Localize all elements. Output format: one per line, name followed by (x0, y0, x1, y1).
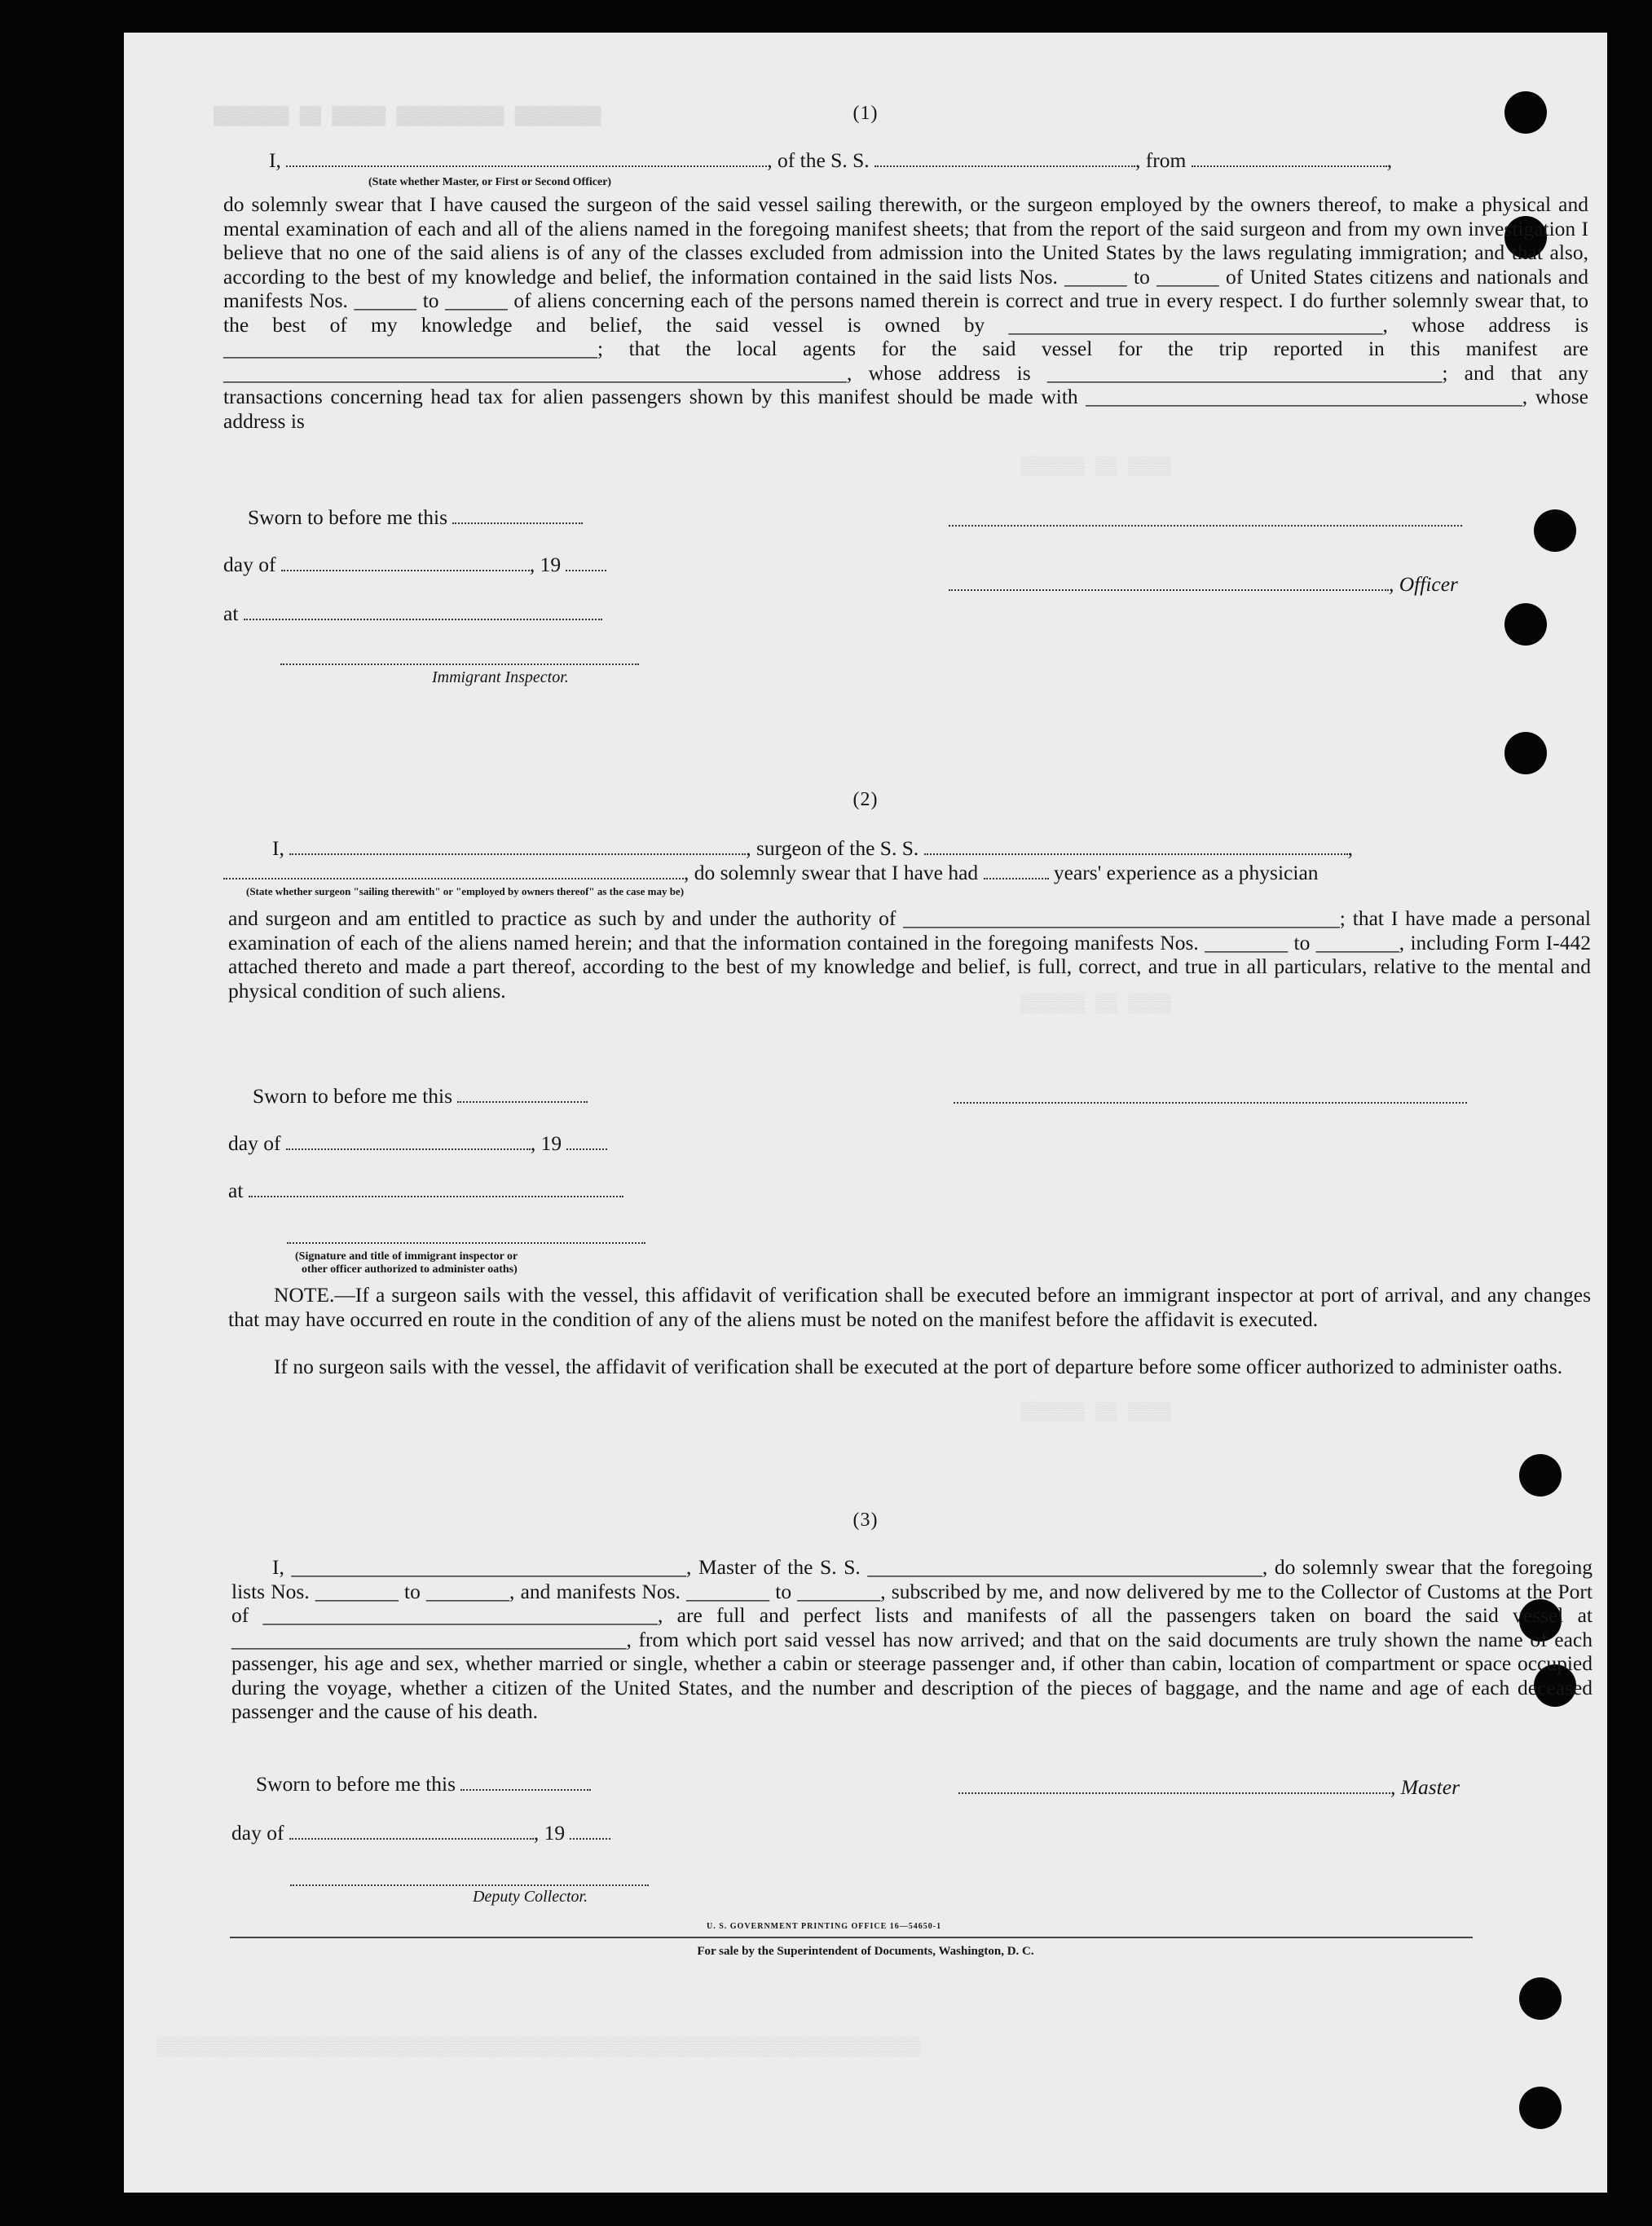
section-3-heading: (3) (852, 1510, 879, 1531)
section-1-first-line (269, 148, 1392, 173)
manifest-affidavit-page (124, 33, 1607, 2193)
signature-caption-line-2: other officer authorized to administer oaths) (302, 1263, 518, 1276)
i-label: I, (272, 836, 284, 860)
section-2-second-line (223, 861, 1319, 885)
year-label: , 19 (529, 553, 562, 576)
sworn-label: Sworn to before me this (248, 505, 448, 529)
sworn-date-field[interactable] (457, 1087, 588, 1103)
inspector-signature-line[interactable] (280, 662, 639, 665)
officer-signature-field[interactable] (949, 575, 1389, 591)
comma: , (1347, 836, 1354, 860)
vessel-name-field[interactable] (874, 151, 1135, 167)
year-label: , 19 (530, 1131, 562, 1155)
bleed-through-texture: ▒▒▒▒▒▒ ▒▒ ▒▒▒▒ (1020, 456, 1171, 477)
punch-hole (1519, 2087, 1562, 2129)
master-signature-field[interactable] (958, 1778, 1390, 1794)
sworn-line-2 (253, 1084, 588, 1109)
at-label: at (223, 602, 239, 625)
at-place-field[interactable] (244, 604, 602, 620)
punch-hole (1519, 1454, 1562, 1496)
section-2-oath-text: and surgeon and am entitled to practice as such by and under the authority of __________________________________________; that I have made a personal examination of each of the aliens named herein; and that the information contained in the foregoing manifests Nos. ________ to ________, including Form I-442 attached thereto and made a part thereof, according to the best of my knowledge and belief, is full, correct, and true in all particulars, relative to the mental and physical condition of such aliens. (228, 906, 1591, 1003)
bleed-through-texture: ▒▒▒▒▒▒▒▒▒▒▒▒▒▒▒▒▒▒▒▒▒▒▒▒▒▒▒▒▒▒▒▒▒▒▒▒▒▒▒▒▒▒▒▒▒▒▒▒▒▒▒▒▒▒▒▒▒▒▒▒▒▒▒▒▒▒▒▒▒▒▒ (156, 2038, 921, 2058)
sworn-label: Sworn to before me this (256, 1772, 456, 1796)
ss-label: , of the S. S. (767, 148, 870, 172)
officer-rank-caption: (State whether Master, or First or Second Officer) (368, 176, 612, 188)
day-of-label: day of (228, 1131, 281, 1155)
deputy-collector-caption: Deputy Collector. (473, 1888, 588, 1906)
swear-label: , do solemnly swear that I have had (684, 861, 979, 884)
section-3-oath-text: I, ______________________________________, Master of the S. S. ______________________________________, do solemnly swear that the foregoing lists Nos. ________ to ________, and manifests Nos. ________ to ________, subscribed by me, and now delivered by me to the Collector of Customs at the Port of ______________________________________, are full and perfect lists and manifests of all the passengers taken on board the said vessel at ______________________________________, from which port said vessel has now arrived; and that on the said documents are truly shown the name of each passenger, his age and sex, whether married or single, whether a cabin or steerage passenger and, if other than cabin, location of compartment or space occupied during the voyage, whether a citizen of the United States, and the number and description of the pieces of baggage, and the name and age of each deceased passenger and the cause of his death. (231, 1555, 1593, 1723)
officer-rank-field[interactable] (286, 151, 767, 167)
year-field[interactable] (566, 555, 606, 571)
officer-signature-line-1[interactable] (949, 523, 1462, 527)
year-label: , 19 (533, 1821, 566, 1845)
signature-caption-line-1: (Signature and title of immigrant inspector or (295, 1250, 518, 1263)
punch-hole (1534, 509, 1576, 552)
surgeon-status-caption: (State whether surgeon "sailing therewith" or "employed by owners thereof" as the case may be) (246, 885, 685, 897)
deputy-signature-line[interactable] (290, 1883, 649, 1886)
i-label: I, (269, 148, 281, 172)
day-of-label: day of (223, 553, 276, 576)
years-experience-label: years' experience as a physician (1053, 861, 1319, 884)
at-line-2 (228, 1179, 623, 1203)
no-surgeon-note: If no surgeon sails with the vessel, the affidavit of verification shall be executed at the port of departure before some officer authorized to administer oaths. (274, 1355, 1563, 1378)
bleed-through-texture: ▒▒▒▒▒▒ ▒▒ ▒▒▒▒ (1020, 1402, 1171, 1422)
from-port-field[interactable] (1192, 151, 1387, 167)
officer-label: , Officer (1389, 572, 1458, 596)
sworn-date-field[interactable] (460, 1774, 591, 1791)
section-2-first-line (272, 836, 1353, 861)
from-label: , from (1135, 148, 1187, 172)
day-field[interactable] (286, 1134, 531, 1150)
section-1-oath-text: do solemnly swear that I have caused the surgeon of the said vessel sailing therewith, or the surgeon employed by the owners thereof, to make a physical and mental examination of each and all of the aliens named in the foregoing manifest sheets; that from the report of the said surgeon and from my own investigation I believe that no one of the said aliens is of any of the classes excluded from admission into the United States by the laws regulating immigration; and that also, according to the best of my knowledge and belief, the information contained in the said lists Nos. ______ to ______ of United States citizens and nationals and manifests Nos. ______ to ______ of aliens concerning each of the persons named therein is correct and true in every respect. I do further solemnly swear that, to the best of my knowledge and belief, the said vessel is owned by ____________________________________, whose address is ____________________________________; that the local agents for the said vessel for the trip reported in this manifest are ____________________________________________________________, whose address is ______________________________________; and that any transactions concerning head tax for alien passengers shown by this manifest should be made with __________________________________________, whose address is (223, 192, 1588, 433)
sworn-label: Sworn to before me this (253, 1084, 453, 1108)
sworn-line-3 (256, 1772, 591, 1796)
surgeon-status-field[interactable] (223, 863, 684, 879)
punch-hole (1504, 732, 1547, 774)
officer-line (949, 572, 1458, 597)
footer-rule (230, 1937, 1473, 1938)
day-line-1 (223, 553, 606, 577)
years-experience-field[interactable] (984, 863, 1049, 879)
day-field[interactable] (289, 1823, 534, 1840)
day-line-2 (228, 1131, 607, 1156)
section-2-heading: (2) (852, 789, 879, 810)
at-label: at (228, 1179, 244, 1202)
sworn-line-1 (248, 505, 583, 530)
printing-office-imprint: U. S. GOVERNMENT PRINTING OFFICE 16—54650-1 (707, 1922, 942, 1931)
day-of-label: day of (231, 1821, 284, 1845)
surgeon-vessel-field[interactable] (924, 839, 1348, 855)
at-place-field[interactable] (249, 1181, 623, 1197)
year-field[interactable] (570, 1823, 610, 1840)
day-field[interactable] (281, 555, 530, 571)
punch-hole (1504, 603, 1547, 646)
at-line-1 (223, 602, 602, 626)
surgeon-name-field[interactable] (289, 839, 746, 855)
comma: , (1386, 148, 1393, 172)
day-line-3 (231, 1821, 610, 1845)
master-line (958, 1775, 1460, 1800)
footer-sale-note: For sale by the Superintendent of Documents, Washington, D. C. (697, 1945, 1034, 1958)
bleed-through-texture: ▒▒▒▒▒▒ ▒▒ ▒▒▒▒ (1020, 994, 1171, 1015)
inspector-signature-line-2[interactable] (287, 1241, 645, 1244)
immigrant-inspector-caption: Immigrant Inspector. (432, 668, 569, 686)
master-label: , Master (1390, 1775, 1460, 1799)
punch-hole (1519, 1977, 1562, 2020)
surgeon-note: NOTE.—If a surgeon sails with the vessel, this affidavit of verification shall be executed before an immigrant inspector at port of arrival, and any changes that may have occurred en route in the condition of any of the aliens must be noted on the manifest before the affidavit is executed. (228, 1283, 1591, 1331)
surgeon-signature-line[interactable] (954, 1100, 1467, 1104)
year-field[interactable] (566, 1134, 607, 1150)
section-1-heading: (1) (852, 103, 879, 124)
bleed-through-texture: ▓▓▓▓▓▓▓ ▓▓ ▓▓▓▓▓ ▓▓▓▓▓▓▓▓▓▓ ▓▓▓▓▓▓▓▓ (214, 106, 601, 126)
sworn-date-field[interactable] (452, 508, 583, 524)
surgeon-ss-label: , surgeon of the S. S. (746, 836, 919, 860)
